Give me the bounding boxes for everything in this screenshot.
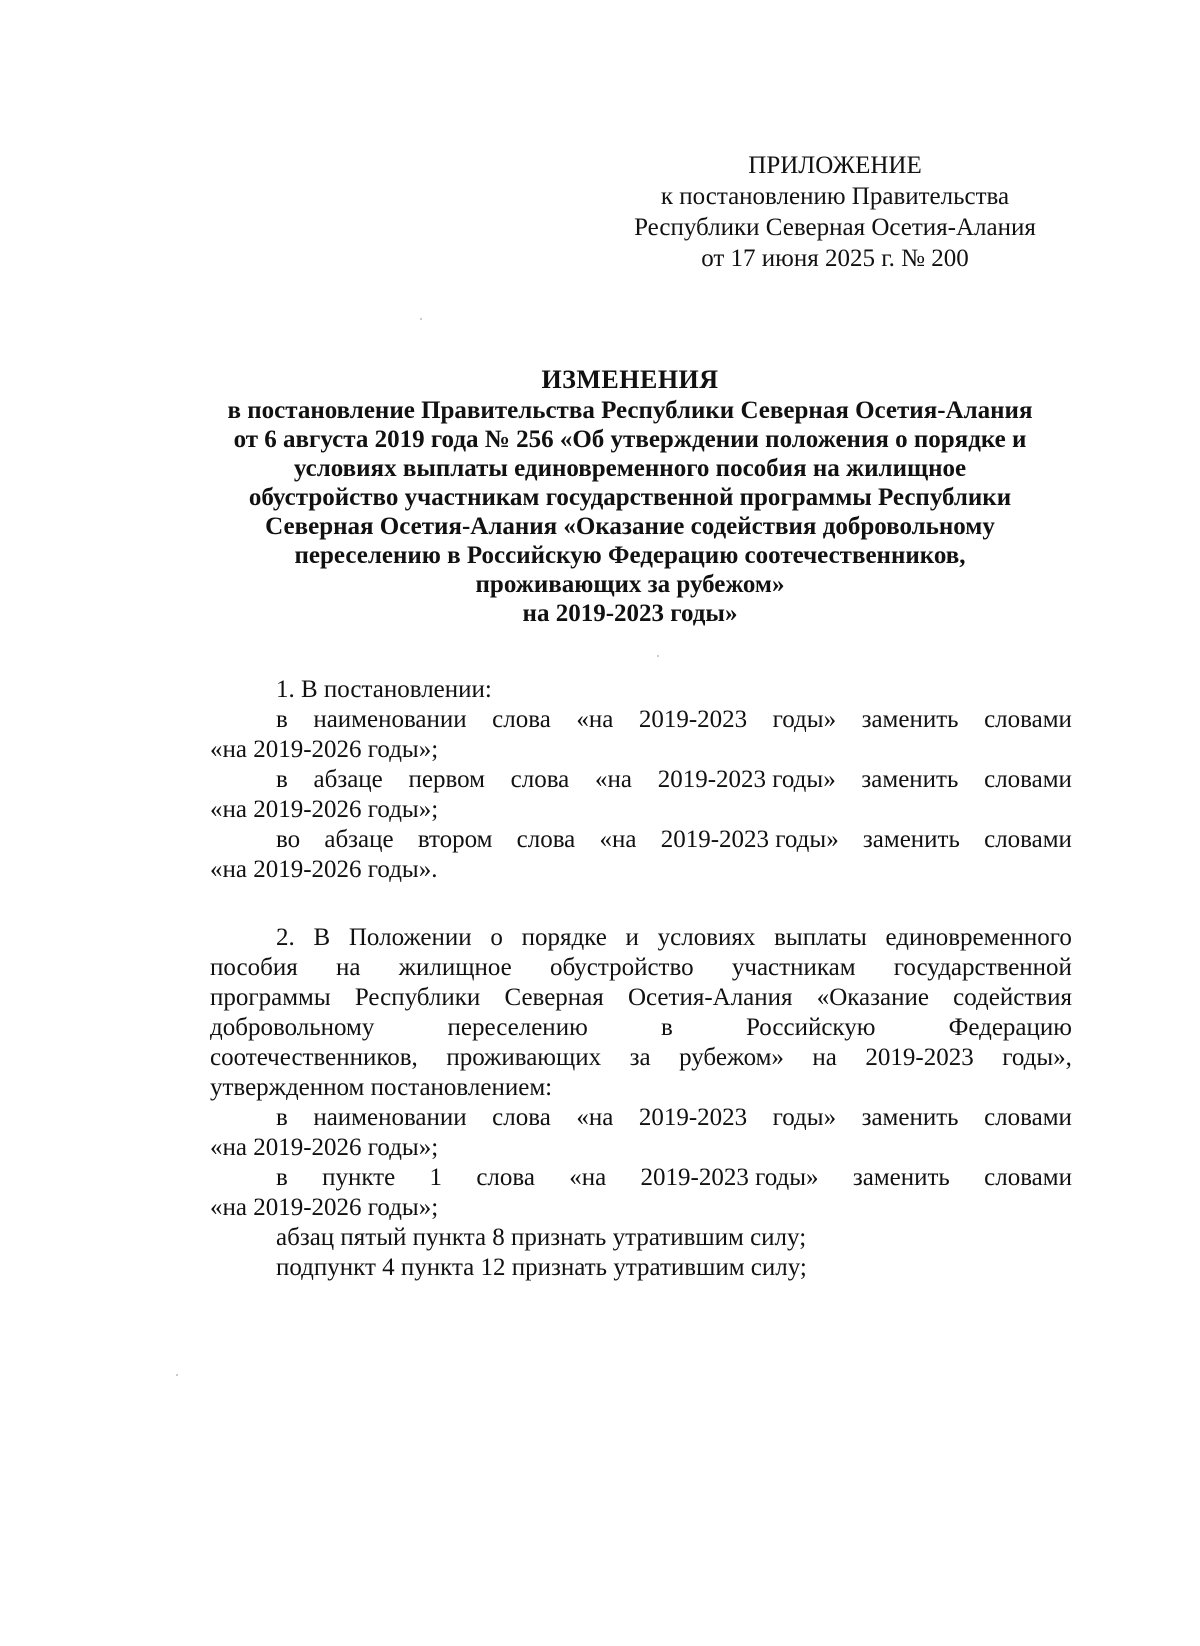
title-line: переселению в Российскую Федерацию соотечественников,	[294, 542, 966, 569]
document-body	[210, 675, 1072, 1283]
justified-word: добровольному	[210, 1014, 375, 1041]
justified-word: Северная	[504, 984, 604, 1011]
section-2-line-3	[210, 983, 1072, 1013]
justified-word: наименовании	[313, 706, 467, 733]
justified-word: «на	[576, 706, 614, 733]
justified-word: Положении	[348, 924, 472, 951]
justified-word: слова	[476, 1164, 535, 1191]
justified-word: в	[660, 1014, 673, 1041]
justified-word: и	[625, 924, 639, 951]
appendix-line-date: от 17 июня 2025 г. № 200	[701, 245, 969, 272]
justified-word: выплаты	[774, 924, 867, 951]
justified-word: порядке	[521, 924, 607, 951]
title-line: проживающих за рубежом»	[475, 571, 785, 598]
appendix-line-republic: Республики Северная Осетия-Алания	[634, 214, 1036, 241]
appendix-header	[600, 150, 1070, 274]
section-2-item-1-end: «на 2019-2026 годы»;	[210, 1134, 439, 1161]
section-1-item-3	[210, 825, 1072, 855]
section-1-item-1	[210, 705, 1072, 735]
justified-word: 2019-2023	[638, 1104, 748, 1131]
justified-word: «на	[569, 1164, 607, 1191]
justified-word: слова	[492, 1104, 551, 1131]
document-title-block	[170, 365, 1090, 628]
justified-word: Осетия-Алания	[627, 984, 793, 1011]
justified-word: содействия	[953, 984, 1072, 1011]
justified-word: единовременного	[885, 924, 1072, 951]
justified-word: первом	[408, 766, 485, 793]
justified-word: годы»,	[1002, 1044, 1072, 1071]
justified-word: на	[812, 1044, 837, 1071]
section-1-item-1-end: «на 2019-2026 годы»;	[210, 736, 439, 763]
justified-word: годы»	[772, 1104, 837, 1131]
section-2-item-3: абзац пятый пункта 8 признать утратившим силу;	[276, 1224, 807, 1251]
justified-word: в	[276, 1164, 288, 1191]
title-line: условиях выплаты единовременного пособия на жилищное	[293, 455, 967, 482]
justified-word: 2019-2023 годы»	[657, 766, 836, 793]
justified-word: словами	[984, 826, 1072, 853]
justified-word: словами	[984, 1164, 1072, 1191]
justified-word: 2019-2023 годы»	[660, 826, 839, 853]
justified-word: заменить	[861, 706, 959, 733]
scan-speck	[420, 318, 422, 320]
justified-word: заменить	[861, 766, 959, 793]
justified-word: 1	[429, 1164, 443, 1191]
document-title: ИЗМЕНЕНИЯ	[541, 365, 719, 394]
justified-word: словами	[984, 1104, 1072, 1131]
justified-word: Российскую	[745, 1014, 876, 1041]
justified-word: о	[490, 924, 503, 951]
justified-word: «Оказание	[816, 984, 929, 1011]
section-1-item-3-end: «на 2019-2026 годы».	[210, 856, 438, 883]
justified-word: во	[276, 826, 301, 853]
section-2-line-6: утвержденном постановлением:	[210, 1074, 553, 1101]
justified-word: Республики	[354, 984, 481, 1011]
justified-word: словами	[984, 766, 1072, 793]
justified-word: на	[335, 954, 361, 981]
justified-word: за	[629, 1044, 651, 1071]
justified-word: государственной	[893, 954, 1072, 981]
justified-word: годы»	[772, 706, 837, 733]
justified-word: «на	[576, 1104, 614, 1131]
justified-word: слова	[516, 826, 576, 853]
section-2-line-1	[210, 923, 1072, 953]
justified-word: 2.	[276, 924, 295, 951]
justified-word: пособия	[210, 954, 298, 981]
justified-word: программы	[210, 984, 331, 1011]
justified-word: втором	[417, 826, 493, 853]
justified-word: абзаце	[324, 826, 394, 853]
title-line: Северная Осетия-Алания «Оказание содействия добровольному	[265, 513, 995, 540]
section-2-line-2	[210, 953, 1072, 983]
section-2-item-4: подпункт 4 пункта 12 признать утратившим силу;	[276, 1254, 807, 1281]
justified-word: 2019-2023 годы»	[640, 1164, 819, 1191]
scan-speck	[657, 655, 659, 657]
justified-word: В	[313, 924, 331, 951]
justified-word: 2019-2023	[638, 706, 748, 733]
justified-word: проживающих	[446, 1044, 602, 1071]
justified-word: абзаце	[313, 766, 383, 793]
justified-word: в	[276, 706, 288, 733]
justified-word: пункте	[322, 1164, 396, 1191]
justified-word: соотечественников,	[210, 1044, 418, 1071]
section-1-intro: 1. В постановлении:	[276, 676, 492, 703]
title-line: от 6 августа 2019 года № 256 «Об утверждении положения о порядке и	[233, 426, 1027, 453]
justified-word: переселению	[447, 1014, 588, 1041]
section-2-line-4	[210, 1013, 1072, 1043]
section-1-item-2-end: «на 2019-2026 годы»;	[210, 796, 439, 823]
section-2-item-2-end: «на 2019-2026 годы»;	[210, 1194, 439, 1221]
title-line: в постановление Правительства Республики Северная Осетия-Алания	[227, 397, 1033, 424]
justified-word: слова	[510, 766, 570, 793]
justified-word: «на	[595, 766, 632, 793]
justified-word: обустройство	[549, 954, 694, 981]
justified-word: в	[276, 766, 288, 793]
justified-word: участникам	[731, 954, 856, 981]
justified-word: заменить	[862, 826, 960, 853]
justified-word: условиях	[657, 924, 756, 951]
section-2-item-2	[210, 1163, 1072, 1193]
title-line: обустройство участникам государственной программы Республики	[248, 484, 1012, 511]
scan-speck	[176, 1374, 178, 1376]
appendix-label: ПРИЛОЖЕНИЕ	[748, 152, 922, 179]
justified-word: Федерацию	[948, 1014, 1072, 1041]
section-2-line-5	[210, 1043, 1072, 1073]
justified-word: заменить	[852, 1164, 950, 1191]
justified-word: заменить	[861, 1104, 959, 1131]
justified-word: «на	[599, 826, 637, 853]
justified-word: наименовании	[313, 1104, 467, 1131]
appendix-line-resolution: к постановлению Правительства	[660, 183, 1010, 210]
title-line: на 2019-2023 годы»	[522, 600, 738, 627]
section-2-item-1	[210, 1103, 1072, 1133]
paragraph-gap	[210, 885, 1072, 923]
justified-word: словами	[984, 706, 1072, 733]
justified-word: в	[276, 1104, 288, 1131]
justified-word: рубежом»	[679, 1044, 784, 1071]
justified-word: жилищное	[398, 954, 512, 981]
justified-word: 2019-2023	[865, 1044, 974, 1071]
section-1-item-2	[210, 765, 1072, 795]
justified-word: слова	[492, 706, 551, 733]
